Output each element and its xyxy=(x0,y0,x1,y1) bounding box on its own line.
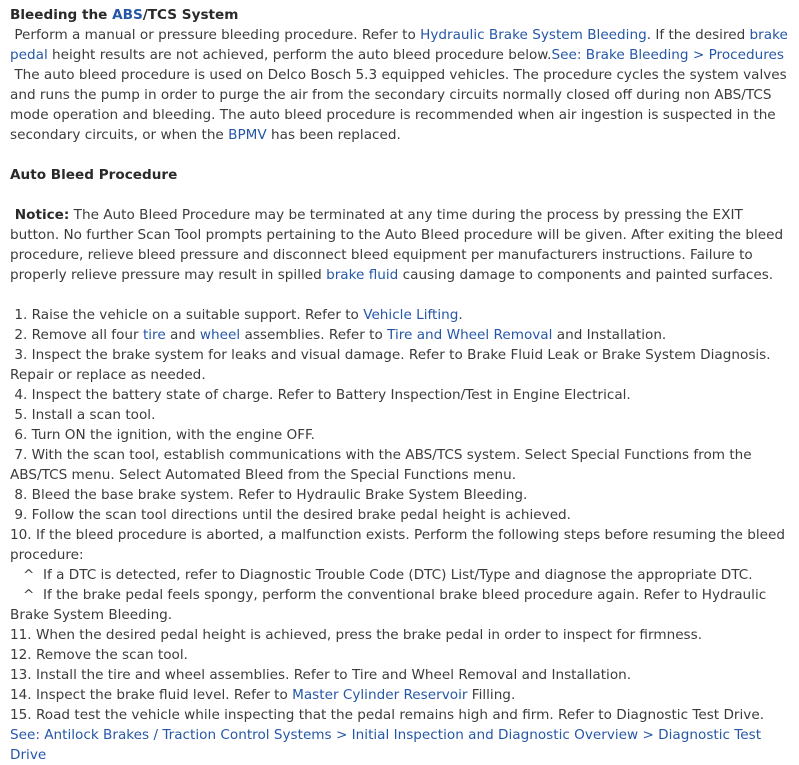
intro2-text-2: has been replaced. xyxy=(266,127,401,143)
step-2 xyxy=(10,325,795,345)
intro1-text-1: Perform a manual or pressure bleeding procedure. Refer to xyxy=(10,27,421,43)
step-text: assemblies. Refer to xyxy=(240,327,388,343)
step-6: 6. Turn ON the ignition, with the engine OFF. xyxy=(10,427,316,443)
step-7: 7. With the scan tool, establish communications with the ABS/TCS system. Select Special Functions from the ABS/TCS menu. Select Automated Bleed from the Special Functions menu. xyxy=(10,447,756,483)
step-15 xyxy=(10,705,795,765)
intro-paragraph-2 xyxy=(10,65,795,145)
wheel-link[interactable]: wheel xyxy=(199,327,241,343)
spacer xyxy=(10,145,795,165)
heading xyxy=(10,5,795,25)
step-8: 8. Bleed the base brake system. Refer to Hydraulic Brake System Bleeding. xyxy=(10,487,528,503)
tire-wheel-removal-link[interactable]: Tire and Wheel Removal xyxy=(387,327,553,343)
intro2-text-1: The auto bleed procedure is used on Delco Bosch 5.3 equipped vehicles. The procedure cycles the system valves and runs the pump in order to purge the air from the secondary circuits normally closed off during non ABS/TCS mode operation and bleeding. The auto bleed procedure is recommended when air ingestion is suspected in the secondary circuits, or when the xyxy=(10,67,792,143)
step-text: 14. Inspect the brake fluid level. Refer to xyxy=(10,687,293,703)
step-10: 10. If the bleed procedure is aborted, a malfunction exists. Perform the following steps before resuming the bleed procedure: xyxy=(10,527,790,563)
step-text: and xyxy=(165,327,200,343)
section-title: Auto Bleed Procedure xyxy=(10,167,178,183)
step-12: 12. Remove the scan tool. xyxy=(10,647,188,663)
hydraulic-brake-bleeding-link[interactable]: Hydraulic Brake System Bleeding xyxy=(420,27,647,43)
step-text: Filling. xyxy=(467,687,516,703)
step-14 xyxy=(10,685,795,705)
brake-bleeding-procedures-link[interactable]: See: Brake Bleeding > Procedures xyxy=(551,47,784,63)
step-10-substep-a: ^ If a DTC is detected, refer to Diagnostic Trouble Code (DTC) List/Type and diagnose the appropriate DTC. xyxy=(10,567,753,583)
abs-link[interactable]: ABS xyxy=(112,7,143,23)
tire-link[interactable]: tire xyxy=(142,327,166,343)
step-10-substep-b: ^ If the brake pedal feels spongy, perform the conventional brake bleed procedure again. Refer to Hydraulic Brake System Bleeding. xyxy=(10,587,771,623)
notice-label: Notice: xyxy=(10,207,70,223)
diagnostic-test-drive-link[interactable]: See: Antilock Brakes / Traction Control Systems > Initial Inspection and Diagnostic Overview > Diagnostic Test Drive xyxy=(10,727,766,763)
spacer xyxy=(10,285,795,305)
step-1 xyxy=(10,305,795,325)
notice-paragraph xyxy=(10,205,795,285)
heading-suffix: /TCS System xyxy=(142,7,239,23)
intro1-text-2: . If the desired xyxy=(646,27,750,43)
intro1-text-3: height results are not achieved, perform the auto bleed procedure below. xyxy=(47,47,552,63)
notice-text-1: The Auto Bleed Procedure may be terminated at any time during the process by pressing the EXIT button. No further Scan Tool prompts pertaining to the Auto Bleed procedure will be given. After exiting the bleed procedure, relieve bleed pressure and disconnect bleed equipment per manufacturers instructions. Failure to properly relieve pressure may result in spilled xyxy=(10,207,788,283)
step-text: 1. Raise the vehicle on a suitable support. Refer to xyxy=(10,307,364,323)
step-11: 11. When the desired pedal height is achieved, press the brake pedal in order to inspect for firmness. xyxy=(10,627,703,643)
step-text: 2. Remove all four xyxy=(10,327,143,343)
step-text: and Installation. xyxy=(552,327,667,343)
brake-fluid-link[interactable]: brake fluid xyxy=(326,267,399,283)
bpmv-link[interactable]: BPMV xyxy=(228,127,267,143)
master-cylinder-reservoir-link[interactable]: Master Cylinder Reservoir xyxy=(292,687,468,703)
step-text: . xyxy=(458,307,463,323)
vehicle-lifting-link[interactable]: Vehicle Lifting xyxy=(363,307,459,323)
intro-paragraph-1 xyxy=(10,25,795,65)
step-text: 15. Road test the vehicle while inspecting that the pedal remains high and firm. Refer to Diagnostic Test Drive. xyxy=(10,707,769,723)
step-4: 4. Inspect the battery state of charge. Refer to Battery Inspection/Test in Engine Electrical. xyxy=(10,387,631,403)
step-3: 3. Inspect the brake system for leaks and visual damage. Refer to Brake Fluid Leak or Brake System Diagnosis. Repair or replace as needed. xyxy=(10,347,775,383)
step-9: 9. Follow the scan tool directions until the desired brake pedal height is achieved. xyxy=(10,507,572,523)
brake-pedal-link[interactable]: brake pedal xyxy=(10,27,793,63)
spacer xyxy=(10,185,795,205)
step-5: 5. Install a scan tool. xyxy=(10,407,156,423)
step-13: 13. Install the tire and wheel assemblies. Refer to Tire and Wheel Removal and Installation. xyxy=(10,667,632,683)
heading-prefix: Bleeding the xyxy=(10,7,113,23)
notice-text-2: causing damage to components and painted surfaces. xyxy=(398,267,774,283)
